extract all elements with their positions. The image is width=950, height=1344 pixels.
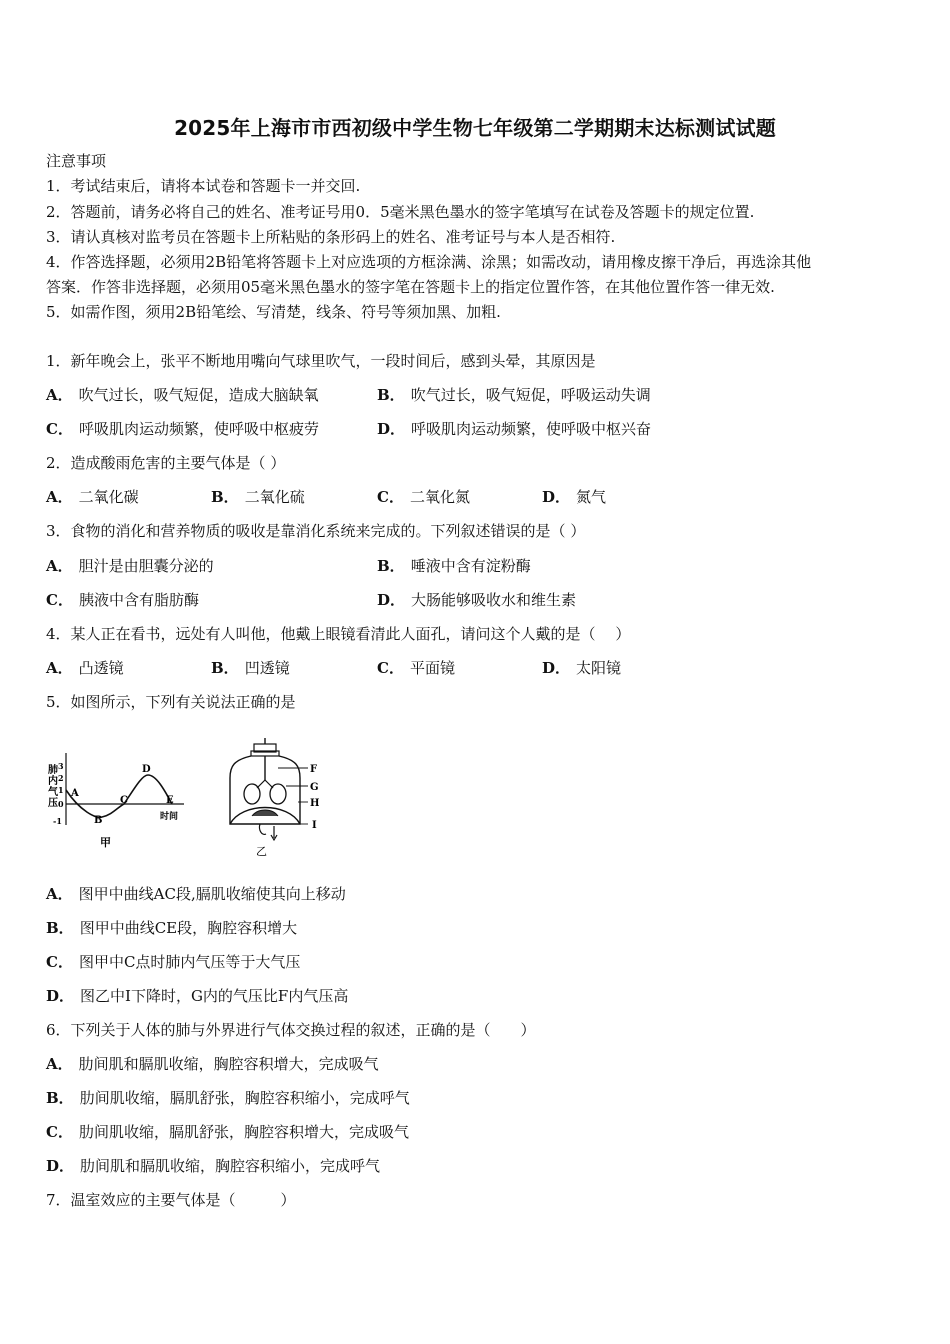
notice-heading: 注意事项: [46, 152, 107, 170]
option-a: A． 二氧化碳: [46, 488, 139, 506]
svg-text:0: 0: [58, 799, 64, 809]
option-d: D． 大肠能够吸收水和维生素: [377, 591, 577, 609]
option-d: D． 图乙中I下降时，G内的气压比F内气压高: [46, 987, 349, 1005]
question-stem: 3．食物的消化和营养物质的吸收是靠消化系统来完成的。下列叙述错误的是（ ）: [46, 522, 586, 540]
svg-text:I: I: [312, 820, 317, 831]
page-title: 2025年上海市市西初级中学生物七年级第二学期期末达标测试试题: [174, 116, 776, 140]
svg-text:C: C: [120, 795, 128, 806]
notice-item: 5．如需作图，须用2B铅笔绘、写清楚，线条、符号等须加黑、加粗.: [46, 303, 501, 321]
figure-caption-yi: 乙: [256, 845, 267, 858]
notice-item: 1．考试结束后，请将本试卷和答题卡一并交回.: [46, 177, 361, 195]
svg-text:B: B: [94, 815, 103, 826]
pressure-curve: [66, 775, 172, 817]
curve-point-labels: [70, 764, 174, 826]
svg-text:A: A: [71, 788, 79, 799]
option-a: A． 胆汁是由胆囊分泌的: [46, 557, 214, 575]
option-a: A． 图甲中曲线AC段,膈肌收缩使其向上移动: [46, 885, 346, 903]
svg-text:E: E: [166, 795, 174, 806]
option-c: C． 图甲中C点时肺内气压等于大气压: [46, 953, 301, 971]
model-part-labels: [310, 764, 319, 831]
question-stem: 7．温室效应的主要气体是（ ）: [46, 1191, 296, 1209]
x-axis-label: 时间: [160, 812, 179, 822]
option-a: A． 肋间肌和膈肌收缩，胸腔容积增大，完成吸气: [46, 1055, 379, 1073]
notice-item: 4．作答选择题，必须用2B铅笔将答题卡上对应选项的方框涂满、涂黑；如需改动，请用橡皮擦干净后，再选涂其他: [46, 253, 812, 271]
notice-item: 3．请认真核对监考员在答题卡上所粘贴的条形码上的姓名、准考证号与本人是否相符.: [46, 228, 616, 246]
option-b: B． 肋间肌收缩，膈肌舒张，胸腔容积缩小，完成呼气: [46, 1089, 410, 1107]
option-b: B． 二氧化硫: [211, 488, 305, 506]
figure-yi-bell-jar-model: [222, 738, 332, 860]
svg-text:D: D: [142, 764, 151, 775]
option-d: D． 太阳镜: [542, 659, 622, 677]
option-b: B． 唾液中含有淀粉酶: [377, 557, 531, 575]
notice-item: 答案．作答非选择题，必须用05毫米黑色墨水的签字笔在答题卡上的指定位置作答，在其他位置作答一律无效.: [46, 278, 775, 296]
option-c: C． 呼吸肌肉运动频繁，使呼吸中枢疲劳: [46, 420, 319, 438]
option-d: D． 肋间肌和膈肌收缩，胸腔容积缩小，完成呼气: [46, 1157, 381, 1175]
option-c: C． 平面镜: [377, 659, 455, 677]
y-axis-label: 肺内气压: [48, 765, 58, 809]
svg-text:F: F: [310, 764, 318, 775]
figure-caption-jia: 甲: [100, 836, 111, 849]
option-c: C． 肋间肌收缩，膈肌舒张，胸腔容积增大，完成吸气: [46, 1123, 409, 1141]
svg-text:1: 1: [58, 785, 64, 795]
question-stem: 5．如图所示，下列有关说法正确的是: [46, 693, 296, 711]
svg-text:H: H: [310, 798, 320, 809]
option-b: B． 吹气过长，吸气短促，呼吸运动失调: [377, 386, 651, 404]
option-b: B． 凹透镜: [211, 659, 290, 677]
svg-text:-1: -1: [53, 816, 62, 826]
option-c: C． 胰液中含有脂肪酶: [46, 591, 199, 609]
notice-item: 2．答题前，请务必将自己的姓名、准考证号用0．5毫米黑色墨水的签字笔填写在试卷及答题卡的规定位置.: [46, 203, 755, 221]
option-c: C． 二氧化氮: [377, 488, 470, 506]
figure-jia-pressure-curve: [44, 745, 194, 860]
question-stem: 6．下列关于人体的肺与外界进行气体交换过程的叙述，正确的是（ ）: [46, 1021, 536, 1039]
option-b: B． 图甲中曲线CE段，胸腔容积增大: [46, 919, 298, 937]
svg-text:G: G: [310, 782, 319, 793]
svg-text:3: 3: [58, 761, 64, 771]
option-a: A． 吹气过长，吸气短促，造成大脑缺氧: [46, 386, 319, 404]
question-stem: 2．造成酸雨危害的主要气体是（ ）: [46, 454, 286, 472]
option-a: A． 凸透镜: [46, 659, 124, 677]
option-d: D． 氮气: [542, 488, 607, 506]
question-stem: 4．某人正在看书，远处有人叫他，他戴上眼镜看清此人面孔，请问这个人戴的是（ ）: [46, 625, 631, 643]
question-stem: 1．新年晚会上，张平不断地用嘴向气球里吹气，一段时间后，感到头晕，其原因是: [46, 352, 596, 370]
svg-text:2: 2: [58, 773, 64, 783]
option-d: D． 呼吸肌肉运动频繁，使呼吸中枢兴奋: [377, 420, 652, 438]
